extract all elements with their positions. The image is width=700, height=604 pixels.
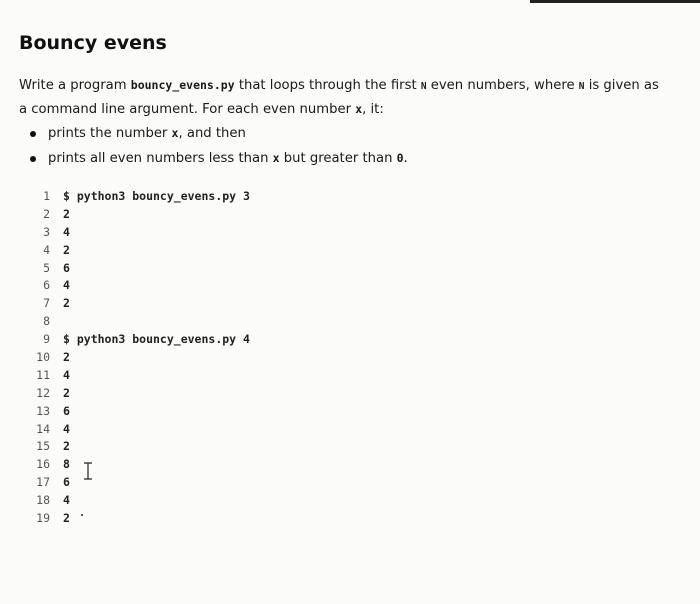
inline-code-x: x [171, 126, 179, 140]
code-text: 2 [63, 296, 70, 311]
line-number: 4 [43, 242, 50, 257]
code-line [30, 474, 250, 492]
page-title: Bouncy evens [19, 32, 167, 54]
bullet-text: , and then [178, 126, 246, 141]
line-number: 17 [36, 475, 50, 490]
code-line [30, 295, 250, 313]
line-number: 1 [43, 189, 50, 203]
inline-code-n: N [420, 81, 427, 92]
code-text: 6 [63, 475, 70, 490]
intro-text-1: Write a program [19, 78, 131, 93]
code-text: 6 [63, 260, 70, 275]
code-text: 6 [63, 403, 70, 418]
line-number: 10 [36, 350, 50, 365]
code-text: 2 [63, 439, 70, 454]
code-text: 4 [63, 421, 70, 436]
code-line [30, 331, 250, 349]
line-number: 6 [43, 278, 50, 293]
line-number: 3 [43, 224, 50, 239]
inline-code-n: N [578, 81, 585, 92]
line-number: 16 [36, 457, 50, 472]
line-number: 15 [36, 439, 50, 454]
line-number: 18 [36, 493, 50, 508]
code-text: 2 [63, 206, 70, 221]
code-line [30, 313, 250, 331]
code-line [30, 367, 250, 385]
code-text: $ python3 bouncy_evens.py 3 [63, 189, 250, 203]
bullet-text: prints the number [48, 126, 172, 141]
text-cursor-ibeam-icon [83, 462, 93, 480]
inline-code-filename: bouncy_evens.py [130, 78, 235, 92]
code-line [30, 206, 250, 224]
code-line [30, 456, 250, 474]
inline-code-x: x [272, 151, 280, 165]
code-text: 8 [63, 457, 70, 472]
line-number: 11 [36, 367, 50, 382]
code-line [30, 421, 250, 439]
intro-paragraph [19, 74, 659, 121]
line-number: 12 [36, 385, 50, 400]
code-line [30, 349, 250, 367]
code-line [30, 224, 250, 242]
line-number: 9 [43, 332, 50, 347]
line-number: 19 [36, 511, 50, 526]
line-number: 14 [36, 421, 50, 436]
list-item [28, 146, 408, 171]
code-line [30, 188, 250, 206]
code-line [30, 492, 250, 510]
bullet-text: prints all even numbers less than [48, 151, 273, 166]
code-example-block [30, 188, 250, 528]
code-text: 4 [63, 493, 70, 508]
bullet-text: but greater than [279, 151, 397, 166]
code-line [30, 260, 250, 278]
line-number: 13 [36, 403, 50, 418]
code-line [30, 438, 250, 456]
code-text: 2 [63, 385, 70, 400]
bullet-text: . [403, 151, 408, 166]
code-line [30, 242, 250, 260]
stray-dot [81, 514, 83, 516]
intro-text-2: that loops through the first [234, 78, 421, 93]
code-text: 2 [63, 350, 70, 365]
code-line [30, 277, 250, 295]
intro-text-4: is given as a command line argument. For each even number [19, 78, 659, 117]
intro-text-5: , it: [362, 102, 384, 117]
list-item [28, 121, 408, 146]
requirements-list [28, 121, 408, 171]
inline-code-zero: 0 [396, 151, 404, 165]
line-number: 7 [43, 296, 50, 311]
code-text: 2 [63, 242, 70, 257]
code-line [30, 385, 250, 403]
code-line [30, 403, 250, 421]
line-number: 8 [43, 314, 50, 329]
code-text: 4 [63, 224, 70, 239]
inline-code-x: x [355, 102, 363, 116]
code-text: 4 [63, 367, 70, 382]
intro-text-3: even numbers, where [426, 78, 579, 93]
code-text: $ python3 bouncy_evens.py 4 [63, 332, 250, 347]
code-line [30, 510, 250, 528]
line-number: 2 [43, 206, 50, 221]
line-number: 5 [43, 260, 50, 275]
code-text: 4 [63, 278, 70, 293]
code-text: 2 [63, 511, 70, 526]
